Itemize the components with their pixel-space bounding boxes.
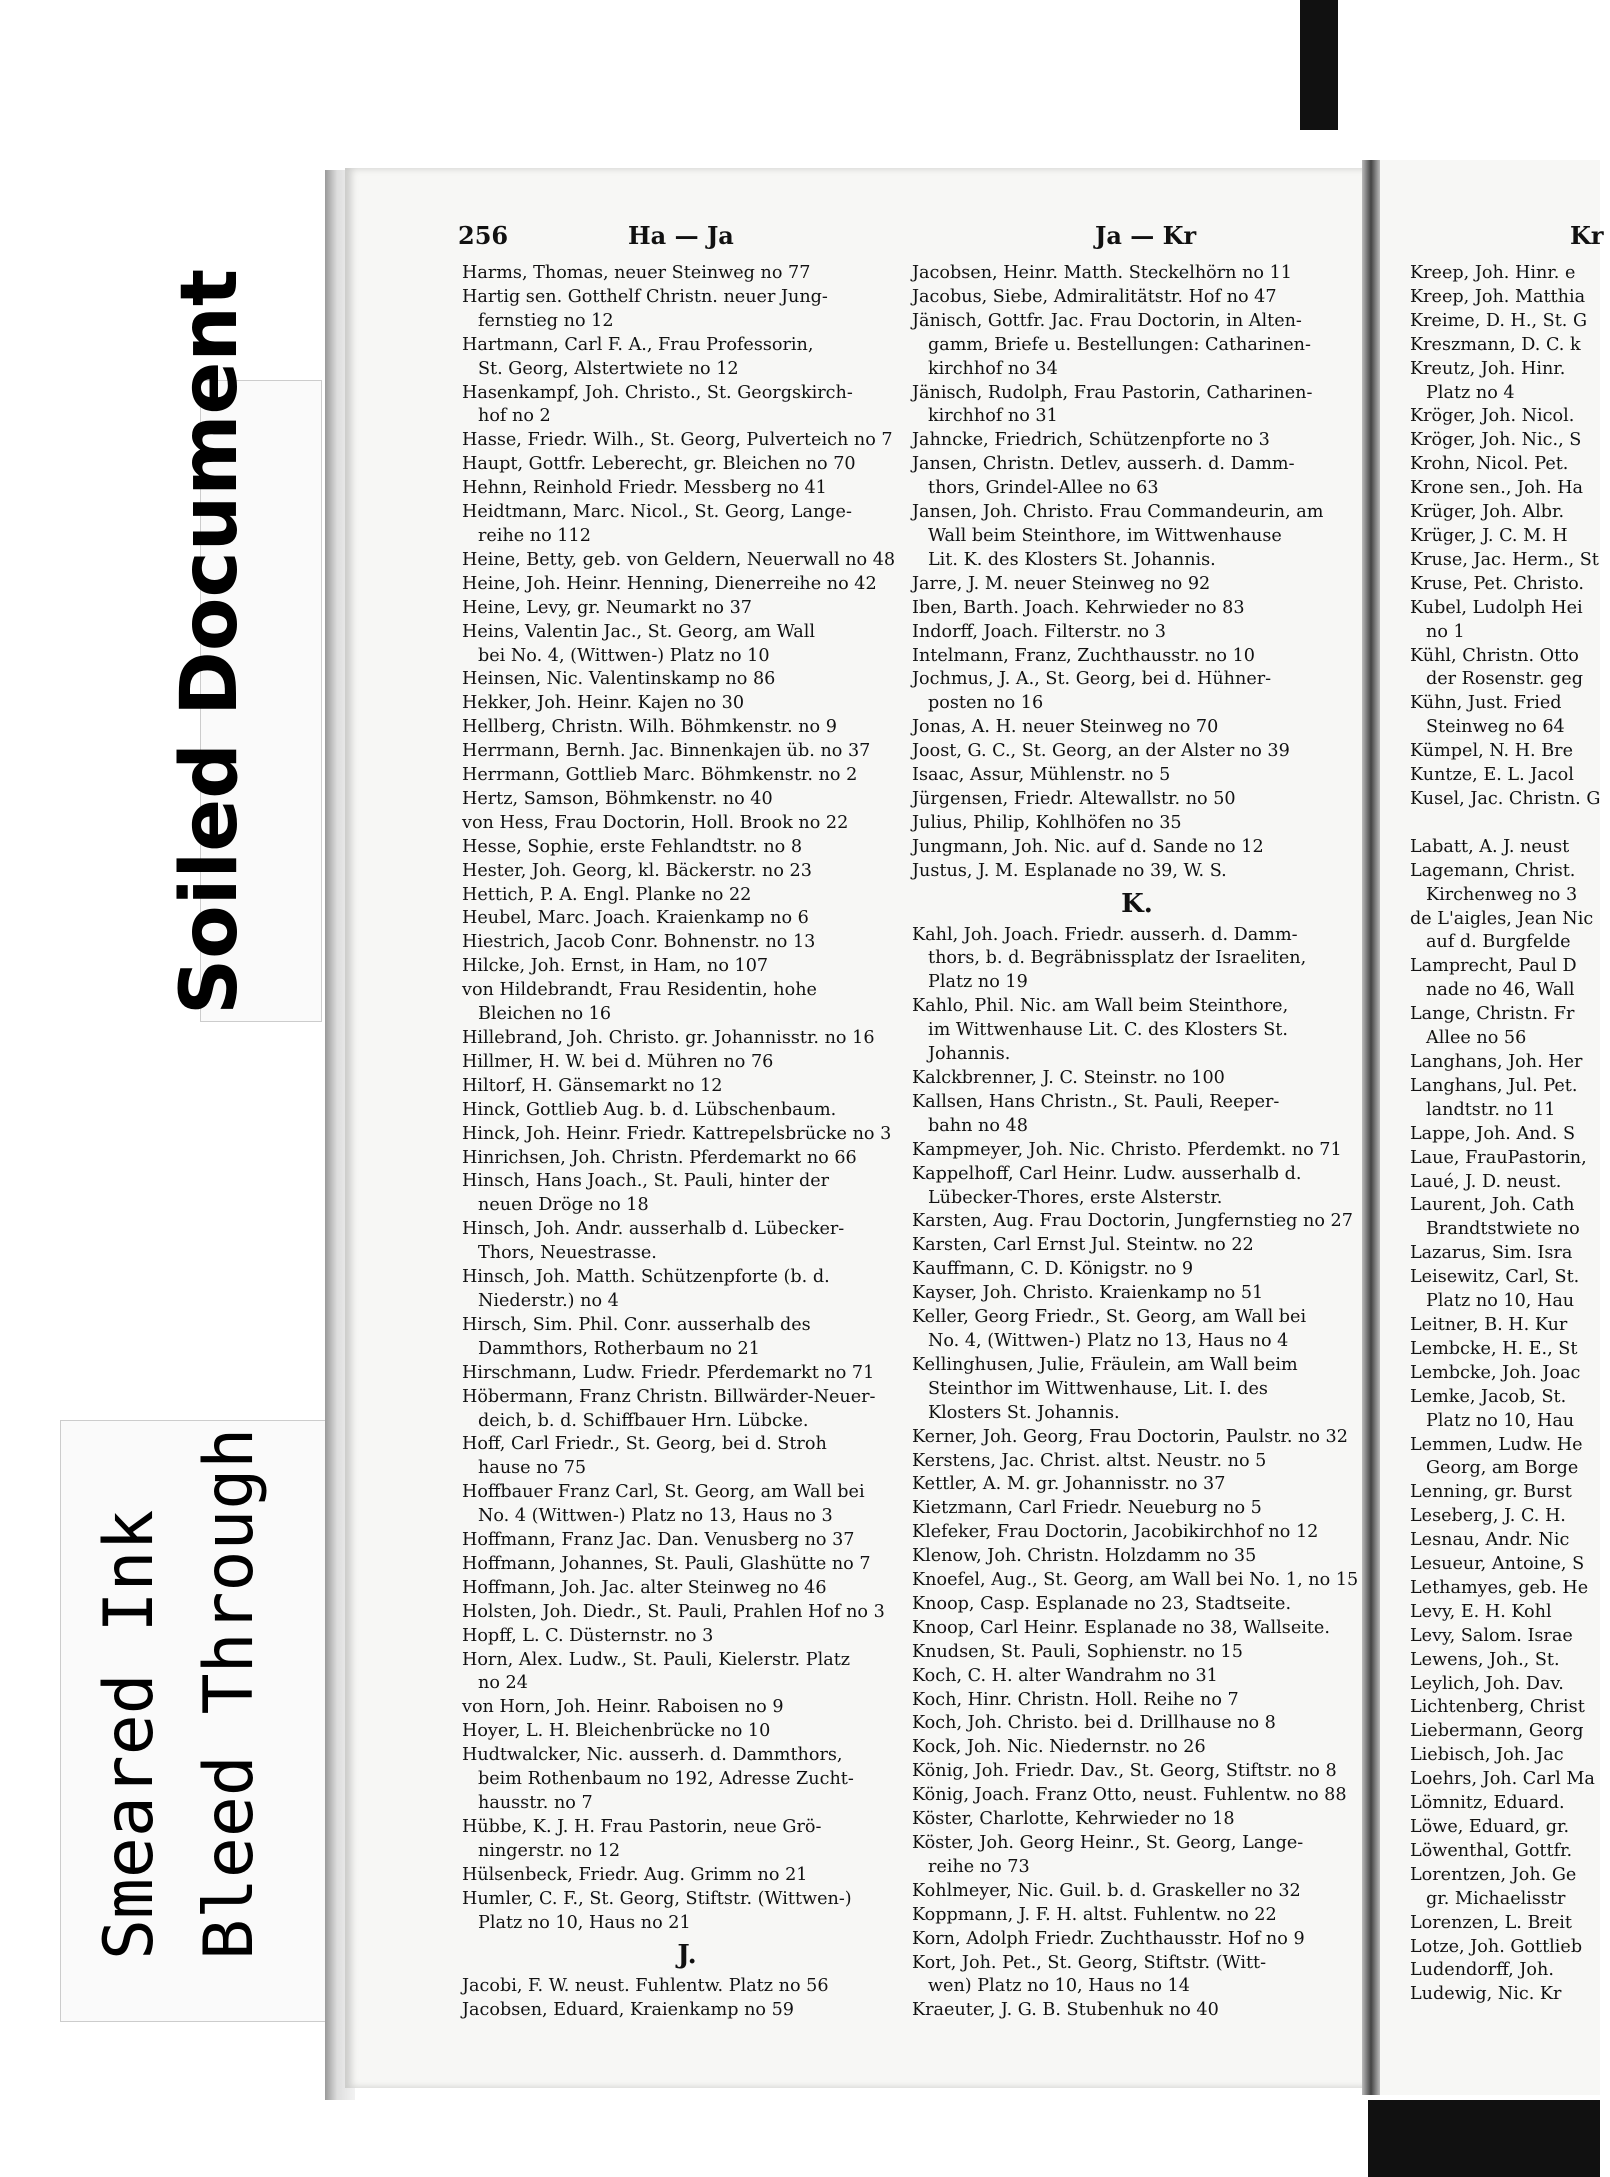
directory-entry: Hoffmann, Franz Jac. Dan. Venusberg no 37 — [462, 1530, 855, 1551]
entry-continuation: bei No. 4, (Wittwen-) Platz no 10 — [478, 645, 770, 666]
directory-entry: Lichtenberg, Christ — [1410, 1697, 1585, 1718]
directory-entry: Krohn, Nicol. Pet. — [1410, 454, 1569, 475]
directory-entry: Kreutz, Joh. Hinr. — [1410, 358, 1566, 379]
directory-entry: Hilcke, Joh. Ernst, in Ham, no 107 — [462, 956, 769, 977]
directory-entry: Löwenthal, Gottfr. — [1410, 1840, 1573, 1861]
directory-entry: Kalckbrenner, J. C. Steinstr. no 100 — [912, 1068, 1225, 1088]
entry-continuation: Georg, am Borge — [1426, 1458, 1579, 1479]
entry-continuation: No. 4, (Wittwen-) Platz no 13, Haus no 4 — [928, 1330, 1289, 1351]
directory-entry: Jansen, Joh. Christo. Frau Commandeurin, am — [912, 502, 1324, 523]
directory-entry: Hartig sen. Gotthelf Christn. neuer Jung- — [462, 286, 828, 307]
directory-entry: Hasenkampf, Joh. Christo., St. Georgskirch- — [462, 382, 853, 403]
directory-entry: Hübbe, K. J. H. Frau Pastorin, neue Grö- — [462, 1816, 822, 1837]
directory-entry: Hinck, Joh. Heinr. Friedr. Kattrepelsbrücke no 3 — [462, 1123, 892, 1144]
directory-entry: Kock, Joh. Nic. Niedernstr. no 26 — [912, 1737, 1206, 1758]
directory-entry: Hoffbauer Franz Carl, St. Georg, am Wall bei — [462, 1482, 865, 1503]
directory-entry: Kreime, D. H., St. G — [1410, 310, 1588, 331]
directory-entry: Knoop, Carl Heinr. Esplanade no 38, Wallseite. — [912, 1617, 1330, 1638]
entry-continuation: Platz no 10, Hau — [1426, 1291, 1575, 1312]
directory-entry: Leylich, Joh. Dav. — [1410, 1673, 1564, 1694]
entry-continuation: hof no 2 — [478, 406, 551, 427]
directory-entry: Kallsen, Hans Christn., St. Pauli, Reeper- — [912, 1091, 1280, 1112]
directory-entry: Löwe, Eduard, gr. — [1410, 1817, 1570, 1837]
entry-continuation: auf d. Burgfelde — [1426, 932, 1571, 953]
directory-entry: Langhans, Joh. Her — [1410, 1052, 1583, 1072]
directory-entry: Heine, Betty, geb. von Geldern, Neuerwall no 48 — [462, 549, 896, 570]
directory-entry: Karsten, Carl Ernst Jul. Steintw. no 22 — [912, 1235, 1254, 1256]
directory-entry: Lorenzen, L. Breit — [1410, 1912, 1572, 1933]
entry-continuation: fernstieg no 12 — [478, 310, 614, 331]
directory-entry: Lamprecht, Paul D — [1410, 956, 1577, 977]
directory-entry: Herrmann, Bernh. Jac. Binnenkajen üb. no 37 — [462, 741, 871, 762]
directory-entry: Levy, Salom. Israe — [1410, 1625, 1573, 1646]
scan-edge-bar — [1300, 0, 1338, 130]
directory-entry: von Hess, Frau Doctorin, Holl. Brook no 22 — [462, 812, 849, 833]
directory-entry: Jacobsen, Eduard, Kraienkamp no 59 — [462, 2000, 794, 2021]
directory-entry: Kettler, A. M. gr. Johannisstr. no 37 — [912, 1474, 1226, 1495]
directory-entry: Heine, Joh. Heinr. Henning, Dienerreihe no 42 — [462, 573, 877, 594]
directory-entry: Hoff, Carl Friedr., St. Georg, bei d. Stroh — [462, 1434, 827, 1455]
directory-entry: Hekker, Joh. Heinr. Kajen no 30 — [462, 693, 745, 714]
directory-entry: von Hildebrandt, Frau Residentin, hohe — [462, 980, 817, 1001]
directory-entry: Hiestrich, Jacob Conr. Bohnenstr. no 13 — [462, 932, 816, 953]
entry-continuation: Wall beim Steinthore, im Wittwenhause — [928, 525, 1282, 546]
directory-entry: Hudtwalcker, Nic. ausserh. d. Dammthors, — [462, 1745, 843, 1766]
directory-entry: Koch, Joh. Christo. bei d. Drillhause no 8 — [912, 1713, 1276, 1734]
directory-entry: Jänisch, Gottfr. Jac. Frau Doctorin, in Alten- — [912, 310, 1302, 331]
section-letter: J. — [677, 1940, 697, 1971]
directory-entry: Jochmus, J. A., St. Georg, bei d. Hühner- — [912, 669, 1272, 690]
directory-entry: Hartmann, Carl F. A., Frau Professorin, — [462, 334, 814, 355]
directory-entry: Justus, J. M. Esplanade no 39, W. S. — [912, 860, 1227, 881]
directory-entry: Kerner, Joh. Georg, Frau Doctorin, Paulstr. no 32 — [912, 1426, 1348, 1447]
facing-page-range: Kr — [1570, 221, 1604, 250]
directory-entry: Kellinghusen, Julie, Fräulein, am Wall beim — [912, 1354, 1298, 1375]
directory-entry: Kerstens, Jac. Christ. altst. Neustr. no 5 — [912, 1450, 1267, 1471]
directory-entry: Lagemann, Christ. — [1410, 860, 1576, 881]
entry-continuation: hausstr. no 7 — [478, 1793, 593, 1813]
directory-entry: Jacobsen, Heinr. Matth. Steckelhörn no 11 — [912, 263, 1292, 283]
directory-entry: Hopff, L. C. Düsternstr. no 3 — [462, 1625, 714, 1646]
directory-entry: Karsten, Aug. Frau Doctorin, Jungfernstieg no 27 — [912, 1211, 1353, 1232]
entry-continuation: kirchhof no 31 — [928, 406, 1058, 427]
directory-entry: Kuntze, E. L. Jacol — [1410, 765, 1574, 786]
directory-entry: Laurent, Joh. Cath — [1410, 1195, 1575, 1216]
entry-continuation: thors, Grindel-Allee no 63 — [928, 478, 1159, 499]
entry-continuation: Klosters St. Johannis. — [928, 1402, 1120, 1423]
directory-entry: Jahncke, Friedrich, Schützenpforte no 3 — [912, 430, 1270, 451]
directory-entry: Liebermann, Georg — [1410, 1721, 1584, 1742]
directory-entry: Lembcke, Joh. Joac — [1410, 1362, 1581, 1383]
directory-entry: Keller, Georg Friedr., St. Georg, am Wall bei — [912, 1307, 1307, 1328]
entry-continuation: Dammthors, Rotherbaum no 21 — [478, 1338, 760, 1359]
directory-entry: Hillebrand, Joh. Christo. gr. Johannisstr. no 16 — [462, 1028, 875, 1048]
directory-entry: Jonas, A. H. neuer Steinweg no 70 — [912, 717, 1219, 738]
directory-entry: Indorff, Joach. Filterstr. no 3 — [912, 621, 1166, 642]
page-number: 256 — [458, 221, 509, 250]
directory-entry: Krüger, J. C. M. H — [1410, 525, 1568, 546]
bleed-through-label: Bleed Through — [190, 1427, 269, 1960]
entry-continuation: gamm, Briefe u. Bestellungen: Catharinen- — [928, 334, 1311, 355]
entry-continuation: kirchhof no 34 — [928, 358, 1058, 379]
entry-continuation: Thors, Neuestrasse. — [478, 1243, 657, 1264]
directory-entry: Julius, Philip, Kohlhöfen no 35 — [912, 812, 1182, 833]
directory-entry: Lesueur, Antoine, S — [1410, 1554, 1585, 1575]
directory-entry: Korn, Adolph Friedr. Zuchthausstr. Hof no 9 — [912, 1928, 1305, 1949]
entry-continuation: hause no 75 — [478, 1458, 587, 1479]
directory-entry: Kruse, Pet. Christo. — [1410, 573, 1585, 594]
section-spacer — [1410, 812, 1610, 836]
entry-continuation: No. 4 (Wittwen-) Platz no 13, Haus no 3 — [478, 1506, 833, 1527]
directory-entry: Heine, Levy, gr. Neumarkt no 37 — [462, 597, 753, 618]
directory-entry: Hoffmann, Joh. Jac. alter Steinweg no 46 — [462, 1577, 827, 1598]
directory-entry: Heidtmann, Marc. Nicol., St. Georg, Lange- — [462, 502, 852, 523]
entry-continuation: posten no 16 — [928, 693, 1044, 714]
directory-entry: Lethamyes, geb. He — [1410, 1577, 1589, 1598]
entry-continuation: Johannis. — [928, 1044, 1011, 1065]
directory-entry: Leitner, B. H. Kur — [1410, 1314, 1568, 1335]
directory-entry: Höbermann, Franz Christn. Billwärder-Neuer- — [462, 1386, 876, 1407]
scan-foot-bar — [1368, 2100, 1600, 2177]
directory-entry: Lömnitz, Eduard. — [1410, 1793, 1565, 1814]
directory-entry: Lange, Christn. Fr — [1410, 1004, 1575, 1025]
directory-entry: Lenning, gr. Burst — [1410, 1482, 1572, 1503]
directory-entry: Lemmen, Ludw. He — [1410, 1434, 1583, 1455]
entry-continuation: reihe no 112 — [478, 525, 591, 546]
entry-continuation: Steinthor im Wittwenhause, Lit. I. des — [928, 1378, 1268, 1399]
directory-entry: Lembcke, H. E., St — [1410, 1338, 1578, 1359]
facing-page-column — [1410, 262, 1610, 2007]
directory-entry: Laué, J. D. neust. — [1410, 1171, 1562, 1192]
soiled-document-label: Soiled Document — [165, 268, 255, 1015]
directory-entry: Jansen, Christn. Detlev, ausserh. d. Damm- — [912, 454, 1295, 475]
directory-entry: Kahl, Joh. Joach. Friedr. ausserh. d. Damm- — [912, 924, 1298, 945]
directory-entry: Hellberg, Christn. Wilh. Böhmkenstr. no 9 — [462, 717, 837, 738]
entry-continuation: reihe no 73 — [928, 1856, 1030, 1877]
directory-entry: Hoyer, L. H. Bleichenbrücke no 10 — [462, 1721, 771, 1742]
directory-entry: Jungmann, Joh. Nic. auf d. Sande no 12 — [912, 836, 1264, 857]
directory-entry: de L'aigles, Jean Nic — [1410, 908, 1594, 929]
directory-entry: Klenow, Joh. Christn. Holzdamm no 35 — [912, 1546, 1257, 1567]
entry-continuation: Lübecker-Thores, erste Alsterstr. — [928, 1187, 1223, 1208]
directory-entry: Jarre, J. M. neuer Steinweg no 92 — [912, 573, 1211, 594]
directory-entry: Hoffmann, Johannes, St. Pauli, Glashütte no 7 — [462, 1553, 871, 1574]
directory-entry: Knoop, Casp. Esplanade no 23, Stadtseite. — [912, 1593, 1292, 1614]
directory-entry: Jacobi, F. W. neust. Fuhlentw. Platz no 56 — [462, 1976, 829, 1997]
directory-entry: Intelmann, Franz, Zuchthausstr. no 10 — [912, 645, 1255, 666]
directory-entry: Lesnau, Andr. Nic — [1410, 1530, 1570, 1551]
entry-continuation: thors, b. d. Begräbnissplatz der Israeliten, — [928, 948, 1307, 969]
directory-entry: Loehrs, Joh. Carl Ma — [1410, 1769, 1595, 1790]
left-column — [462, 262, 912, 2023]
directory-entry: Kubel, Ludolph Hei — [1410, 597, 1583, 618]
directory-entry: Hester, Joh. Georg, kl. Bäckerstr. no 23 — [462, 860, 812, 881]
directory-entry: Kietzmann, Carl Friedr. Neueburg no 5 — [912, 1498, 1262, 1519]
entry-continuation: beim Rothenbaum no 192, Adresse Zucht- — [478, 1769, 854, 1790]
directory-entry: von Horn, Joh. Heinr. Raboisen no 9 — [462, 1697, 784, 1718]
directory-entry: Heins, Valentin Jac., St. Georg, am Wall — [462, 621, 815, 642]
directory-entry: Kauffmann, C. D. Königstr. no 9 — [912, 1259, 1194, 1280]
directory-entry: Kröger, Joh. Nic., S — [1410, 430, 1582, 451]
directory-entry: Hettich, P. A. Engl. Planke no 22 — [462, 884, 752, 905]
directory-entry: Köster, Charlotte, Kehrwieder no 18 — [912, 1809, 1235, 1830]
entry-continuation: deich, b. d. Schiffbauer Hrn. Lübcke. — [478, 1410, 809, 1431]
directory-entry: Kreep, Joh. Hinr. e — [1410, 263, 1576, 283]
directory-entry: Hinck, Gottlieb Aug. b. d. Lübschenbaum. — [462, 1099, 837, 1120]
directory-entry: Koppmann, J. F. H. altst. Fuhlentw. no 22 — [912, 1904, 1277, 1925]
right-column — [912, 262, 1362, 2023]
directory-entry: Kühn, Just. Fried — [1410, 693, 1562, 714]
directory-entry: Lotze, Joh. Gottlieb — [1410, 1936, 1583, 1957]
entry-continuation: Platz no 4 — [1426, 382, 1515, 403]
entry-continuation: ningerstr. no 12 — [478, 1840, 621, 1861]
directory-entry: Kümpel, N. H. Bre — [1410, 741, 1573, 762]
directory-entry: Humler, C. F., St. Georg, Stiftstr. (Wittwen-) — [462, 1888, 852, 1909]
directory-entry: Kruse, Jac. Herm., St — [1410, 549, 1599, 570]
directory-entry: Köster, Joh. Georg Heinr., St. Georg, Lange- — [912, 1833, 1304, 1853]
entry-continuation: der Rosenstr. geg — [1426, 669, 1583, 690]
directory-entry: Langhans, Jul. Pet. — [1410, 1075, 1578, 1096]
directory-entry: Kampmeyer, Joh. Nic. Christo. Pferdemkt. no 71 — [912, 1139, 1342, 1160]
directory-entry: Hillmer, H. W. bei d. Mühren no 76 — [462, 1051, 774, 1072]
directory-entry: König, Joh. Friedr. Dav., St. Georg, Stiftstr. no 8 — [912, 1761, 1337, 1782]
entry-continuation: Platz no 10, Hau — [1426, 1410, 1575, 1431]
directory-entry: Herrmann, Gottlieb Marc. Böhmkenstr. no 2 — [462, 765, 858, 786]
entry-continuation: gr. Michaelisstr — [1426, 1888, 1566, 1909]
directory-entry: Harms, Thomas, neuer Steinweg no 77 — [462, 263, 811, 283]
directory-entry: Hinsch, Hans Joach., St. Pauli, hinter der — [462, 1171, 830, 1192]
directory-entry: Kort, Joh. Pet., St. Georg, Stiftstr. (Witt- — [912, 1952, 1267, 1973]
directory-entry: Leseberg, J. C. H. — [1410, 1506, 1566, 1527]
entry-continuation: neuen Dröge no 18 — [478, 1195, 649, 1216]
directory-entry: Leisewitz, Carl, St. — [1410, 1267, 1580, 1288]
directory-entry: Hinsch, Joh. Matth. Schützenpforte (b. d. — [462, 1267, 830, 1288]
directory-entry: Laue, FrauPastorin, — [1410, 1147, 1587, 1168]
directory-entry: Ludendorff, Joh. — [1410, 1960, 1554, 1981]
directory-entry: Lemke, Jacob, St. — [1410, 1386, 1567, 1407]
directory-entry: Kohlmeyer, Nic. Guil. b. d. Graskeller no 32 — [912, 1880, 1301, 1901]
directory-entry: Heinsen, Nic. Valentinskamp no 86 — [462, 669, 776, 690]
entry-continuation: nade no 46, Wall — [1426, 980, 1575, 1001]
entry-continuation: wen) Platz no 10, Haus no 14 — [928, 1976, 1190, 1997]
left-column-range: Ha — Ja — [628, 221, 734, 250]
directory-entry: Ludewig, Nic. Kr — [1410, 1984, 1562, 2005]
entry-continuation: St. Georg, Alstertwiete no 12 — [478, 358, 739, 379]
directory-entry: Kayser, Joh. Christo. Kraienkamp no 51 — [912, 1283, 1264, 1304]
directory-entry: Kröger, Joh. Nicol. — [1410, 406, 1575, 427]
directory-entry: Krone sen., Joh. Ha — [1410, 478, 1584, 499]
directory-entry: Heubel, Marc. Joach. Kraienkamp no 6 — [462, 908, 809, 929]
right-column-range: Ja — Kr — [1095, 221, 1197, 250]
entry-continuation: Bleichen no 16 — [478, 1004, 612, 1025]
entry-continuation: no 24 — [478, 1673, 528, 1694]
directory-entry: Hiltorf, H. Gänsemarkt no 12 — [462, 1075, 723, 1096]
directory-entry: Kreszmann, D. C. k — [1410, 334, 1581, 355]
entry-continuation: Niederstr.) no 4 — [478, 1290, 619, 1311]
directory-entry: Hertz, Samson, Böhmkenstr. no 40 — [462, 788, 773, 809]
directory-entry: Hülsenbeck, Friedr. Aug. Grimm no 21 — [462, 1864, 808, 1885]
directory-entry: Knudsen, St. Pauli, Sophienstr. no 15 — [912, 1641, 1243, 1662]
directory-entry: Joost, G. C., St. Georg, an der Alster no 39 — [912, 741, 1290, 762]
directory-entry: König, Joach. Franz Otto, neust. Fuhlentw. no 88 — [912, 1785, 1347, 1806]
directory-entry: Horn, Alex. Ludw., St. Pauli, Kielerstr. Platz — [462, 1649, 851, 1670]
directory-entry: Hinrichsen, Joh. Christn. Pferdemarkt no 66 — [462, 1147, 857, 1168]
directory-entry: Kühl, Christn. Otto — [1410, 645, 1579, 666]
entry-continuation: im Wittwenhause Lit. C. des Klosters St. — [928, 1020, 1288, 1041]
directory-entry: Knoefel, Aug., St. Georg, am Wall bei No. 1, no 15 — [912, 1570, 1359, 1591]
directory-entry: Hinsch, Joh. Andr. ausserhalb d. Lübecker- — [462, 1219, 845, 1240]
directory-entry: Kahlo, Phil. Nic. am Wall beim Steinthore, — [912, 996, 1289, 1017]
entry-continuation: Platz no 10, Haus no 21 — [478, 1912, 691, 1933]
directory-entry: Haupt, Gottfr. Leberecht, gr. Bleichen no 70 — [462, 454, 856, 475]
directory-entry: Hirsch, Sim. Phil. Conr. ausserhalb des — [462, 1314, 811, 1335]
directory-entry: Holsten, Joh. Diedr., St. Pauli, Prahlen Hof no 3 — [462, 1601, 885, 1622]
entry-continuation: Brandtstwiete no — [1426, 1219, 1580, 1240]
directory-entry: Lorentzen, Joh. Ge — [1410, 1864, 1577, 1885]
directory-entry: Jürgensen, Friedr. Altewallstr. no 50 — [912, 788, 1236, 809]
entry-continuation: Kirchenweg no 3 — [1426, 884, 1578, 905]
entry-continuation: Lit. K. des Klosters St. Johannis. — [928, 549, 1216, 570]
entry-continuation: Steinweg no 64 — [1426, 717, 1565, 738]
directory-entry: Kreep, Joh. Matthia — [1410, 286, 1586, 307]
directory-entry: Kraeuter, J. G. B. Stubenhuk no 40 — [912, 2000, 1219, 2021]
entry-continuation: bahn no 48 — [928, 1115, 1028, 1136]
directory-entry: Hehnn, Reinhold Friedr. Messberg no 41 — [462, 478, 827, 499]
directory-entry: Kusel, Jac. Christn. G — [1410, 788, 1601, 809]
directory-entry: Hesse, Sophie, erste Fehlandtstr. no 8 — [462, 836, 803, 857]
directory-entry: Kappelhoff, Carl Heinr. Ludw. ausserhalb d. — [912, 1163, 1302, 1184]
directory-entry: Klefeker, Frau Doctorin, Jacobikirchhof no 12 — [912, 1522, 1319, 1543]
book-gutter — [1362, 160, 1380, 2095]
entry-continuation: no 1 — [1426, 621, 1465, 642]
section-letter: K. — [1121, 888, 1153, 919]
directory-entry: Lappe, Joh. And. S — [1410, 1123, 1575, 1144]
directory-entry: Jänisch, Rudolph, Frau Pastorin, Catharinen- — [912, 382, 1313, 403]
directory-entry: Hirschmann, Ludw. Friedr. Pferdemarkt no 71 — [462, 1362, 875, 1383]
directory-entry: Jacobus, Siebe, Admiralitätstr. Hof no 47 — [912, 286, 1277, 307]
directory-entry: Hasse, Friedr. Wilh., St. Georg, Pulverteich no 7 — [462, 430, 893, 451]
directory-entry: Labatt, A. J. neust — [1410, 836, 1570, 857]
directory-entry: Koch, Hinr. Christn. Holl. Reihe no 7 — [912, 1689, 1239, 1710]
directory-entry: Iben, Barth. Joach. Kehrwieder no 83 — [912, 597, 1245, 618]
directory-entry: Lazarus, Sim. Isra — [1410, 1243, 1573, 1264]
entry-continuation: landtstr. no 11 — [1426, 1099, 1556, 1120]
directory-entry: Krüger, Joh. Albr. — [1410, 502, 1565, 523]
directory-entry: Levy, E. H. Kohl — [1410, 1601, 1552, 1622]
directory-entry: Liebisch, Joh. Jac — [1410, 1745, 1564, 1766]
entry-continuation: Platz no 19 — [928, 972, 1028, 993]
smeared-ink-label: Smeared Ink — [90, 1509, 169, 1960]
directory-entry: Koch, C. H. alter Wandrahm no 31 — [912, 1665, 1218, 1686]
entry-continuation: Allee no 56 — [1426, 1028, 1527, 1049]
directory-entry: Lewens, Joh., St. — [1410, 1649, 1560, 1670]
directory-entry: Isaac, Assur, Mühlenstr. no 5 — [912, 765, 1171, 786]
